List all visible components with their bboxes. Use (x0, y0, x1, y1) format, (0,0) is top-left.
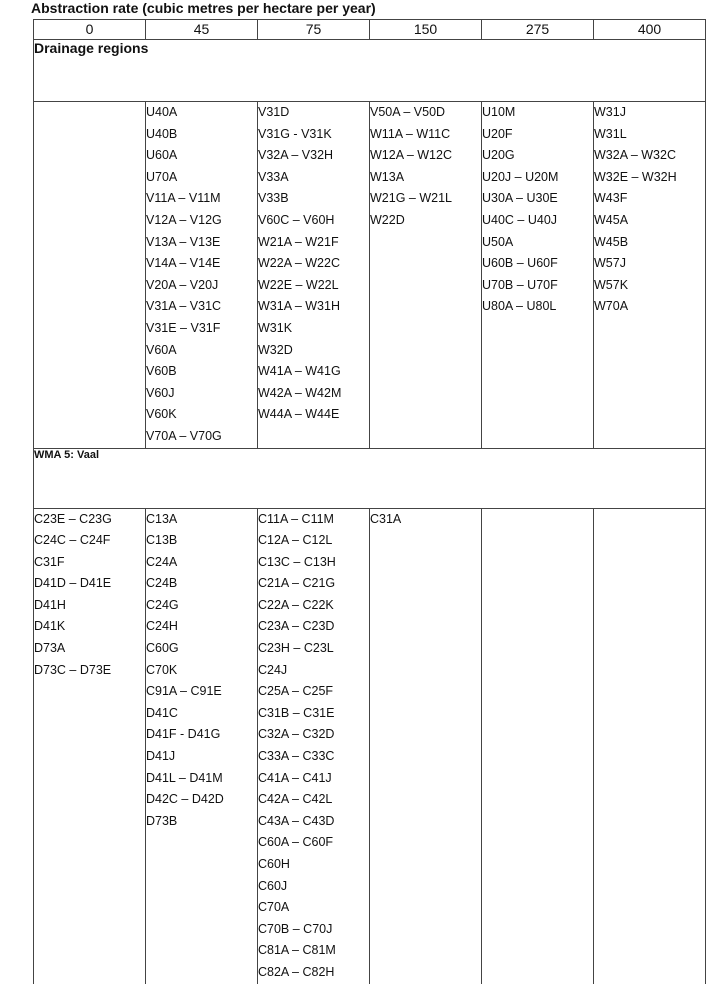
region-code: C70B – C70J (258, 921, 333, 936)
region-code: W32E – W32H (594, 169, 677, 184)
region-cell (258, 102, 370, 449)
region-code: V60A (146, 342, 177, 357)
region-code: W31K (258, 320, 293, 335)
region-code: C91A – C91E (146, 684, 222, 699)
region-code: C24A (146, 554, 178, 569)
region-code: C23E – C23G (34, 511, 112, 526)
region-cell (34, 508, 146, 984)
region-code: V60C – V60H (258, 212, 335, 227)
region-code: C22A – C22K (258, 597, 334, 612)
region-code: D41L – D41M (146, 770, 223, 785)
table-title: Abstraction rate (cubic metres per hectare per year) (31, 0, 376, 16)
region-code: W12A – W12C (370, 148, 452, 163)
region-code: W13A (370, 169, 405, 184)
region-cell (594, 508, 706, 984)
region-code: U70A (146, 169, 178, 184)
rate-header-0: 0 (34, 20, 146, 40)
rate-header-150: 150 (370, 20, 482, 40)
region-code: C60G (146, 641, 179, 656)
region-code: W22E – W22L (258, 277, 339, 292)
region-code: U10M (482, 105, 516, 119)
drainage-regions-row (34, 102, 706, 449)
region-code: W44A – W44E (258, 407, 340, 422)
region-code: C12A – C12L (258, 533, 333, 548)
region-code: D41D – D41E (34, 576, 112, 591)
region-code: U50A (482, 234, 514, 249)
region-code: C24C – C24F (34, 533, 111, 548)
region-code: V32A – V32H (258, 148, 334, 163)
region-code: D41K (34, 619, 66, 634)
rate-header-400: 400 (594, 20, 706, 40)
region-code: U60A (146, 148, 178, 163)
section-label-drainage-regions: Drainage regions (34, 40, 706, 102)
region-code: W43F (594, 191, 628, 206)
region-code: C41A – C41J (258, 770, 332, 785)
region-cell (34, 102, 146, 449)
region-code: C13A (146, 511, 178, 526)
region-code: C24H (146, 619, 178, 634)
region-code: C60A – C60F (258, 835, 334, 850)
rate-header-45: 45 (146, 20, 258, 40)
region-code: C23H – C23L (258, 641, 334, 656)
region-code: C82A – C82H (258, 964, 335, 979)
region-code: W42A – W42M (258, 385, 342, 400)
region-code: W45B (594, 234, 629, 249)
region-cell (370, 102, 482, 449)
region-code: C43A – C43D (258, 813, 335, 828)
region-code: C60J (258, 878, 288, 893)
region-code: C25A – C25F (258, 684, 334, 699)
region-code: C33A – C33C (258, 749, 335, 764)
region-code: V33B (258, 191, 289, 206)
region-code: D41F - D41G (146, 727, 221, 742)
region-code: W22A – W22C (258, 256, 340, 271)
region-code: U20J – U20M (482, 169, 559, 184)
region-code: C31B – C31E (258, 705, 335, 720)
rate-header-275: 275 (482, 20, 594, 40)
region-code: C13B (146, 533, 178, 548)
region-code: C31F (34, 554, 65, 569)
region-code: D73B (146, 813, 178, 828)
region-cell (482, 102, 594, 449)
region-code: W45A (594, 212, 629, 227)
region-code: V31G - V31K (258, 126, 332, 141)
region-code: W31J (594, 105, 626, 119)
region-code: C23A – C23D (258, 619, 335, 634)
region-code: V50A – V50D (370, 105, 446, 119)
region-code: V60K (146, 407, 177, 422)
region-code: D41H (34, 597, 66, 612)
region-code: D73A (34, 641, 66, 656)
region-code: U40C – U40J (482, 212, 558, 227)
region-code: W41A – W41G (258, 364, 341, 379)
region-code: W21A – W21F (258, 234, 339, 249)
region-cell (370, 508, 482, 984)
region-code: V60J (146, 385, 175, 400)
region-code: C21A – C21G (258, 576, 336, 591)
region-code: W57K (594, 277, 629, 292)
section-row-drainage (34, 40, 706, 102)
region-code: W31A – W31H (258, 299, 340, 314)
region-code: W32A – W32C (594, 148, 676, 163)
region-code: W21G – W21L (370, 191, 452, 206)
vaal-regions-row (34, 508, 706, 984)
region-code: V70A – V70G (146, 428, 222, 443)
region-code: D73C – D73E (34, 662, 112, 677)
region-code: W32D (258, 342, 293, 357)
region-code: W31L (594, 126, 627, 141)
region-cell (258, 508, 370, 984)
rate-header-75: 75 (258, 20, 370, 40)
region-code: C32A – C32D (258, 727, 335, 742)
region-code: U40A (146, 105, 178, 119)
region-code: V11A – V11M (146, 191, 221, 206)
region-code: V20A – V20J (146, 277, 219, 292)
region-code: V31A – V31C (146, 299, 222, 314)
section-label-wma-vaal: WMA 5: Vaal (34, 448, 706, 508)
region-code: V14A – V14E (146, 256, 221, 271)
region-cell (594, 102, 706, 449)
region-code: V33A (258, 169, 289, 184)
region-code: C31A (370, 511, 402, 526)
region-code: V13A – V13E (146, 234, 221, 249)
region-cell (146, 102, 258, 449)
region-code: D41J (146, 749, 176, 764)
region-code: V31E – V31F (146, 320, 221, 335)
region-code: W22D (370, 212, 405, 227)
region-code: C13C – C13H (258, 554, 336, 569)
region-code: W11A – W11C (370, 126, 451, 141)
region-code: C24G (146, 597, 179, 612)
region-code: C60H (258, 857, 290, 871)
region-code: D42C – D42D (146, 792, 224, 807)
region-code: W57J (594, 256, 626, 271)
region-code: C24B (146, 576, 178, 591)
region-code: D41C (146, 705, 178, 720)
region-code: C11A – C11M (258, 511, 334, 526)
region-code: C70A (258, 900, 290, 915)
region-code: U40B (146, 126, 178, 141)
region-code: C81A – C81M (258, 943, 336, 958)
region-code: V12A – V12G (146, 212, 222, 227)
header-row (34, 20, 706, 40)
section-row-vaal (34, 448, 706, 508)
region-code: U30A – U30E (482, 191, 558, 206)
region-code: W70A (594, 299, 629, 314)
region-code: U70B – U70F (482, 277, 558, 292)
region-code: U20F (482, 126, 513, 141)
region-code: V60B (146, 364, 177, 379)
region-code: C70K (146, 662, 178, 677)
region-code: U60B – U60F (482, 256, 558, 271)
region-cell (482, 508, 594, 984)
region-cell (146, 508, 258, 984)
region-code: C24J (258, 662, 288, 677)
region-code: U80A – U80L (482, 299, 557, 314)
region-code: V31D (258, 105, 290, 119)
abstraction-rate-table (33, 19, 706, 984)
region-code: U20G (482, 148, 515, 163)
region-code: C42A – C42L (258, 792, 333, 807)
